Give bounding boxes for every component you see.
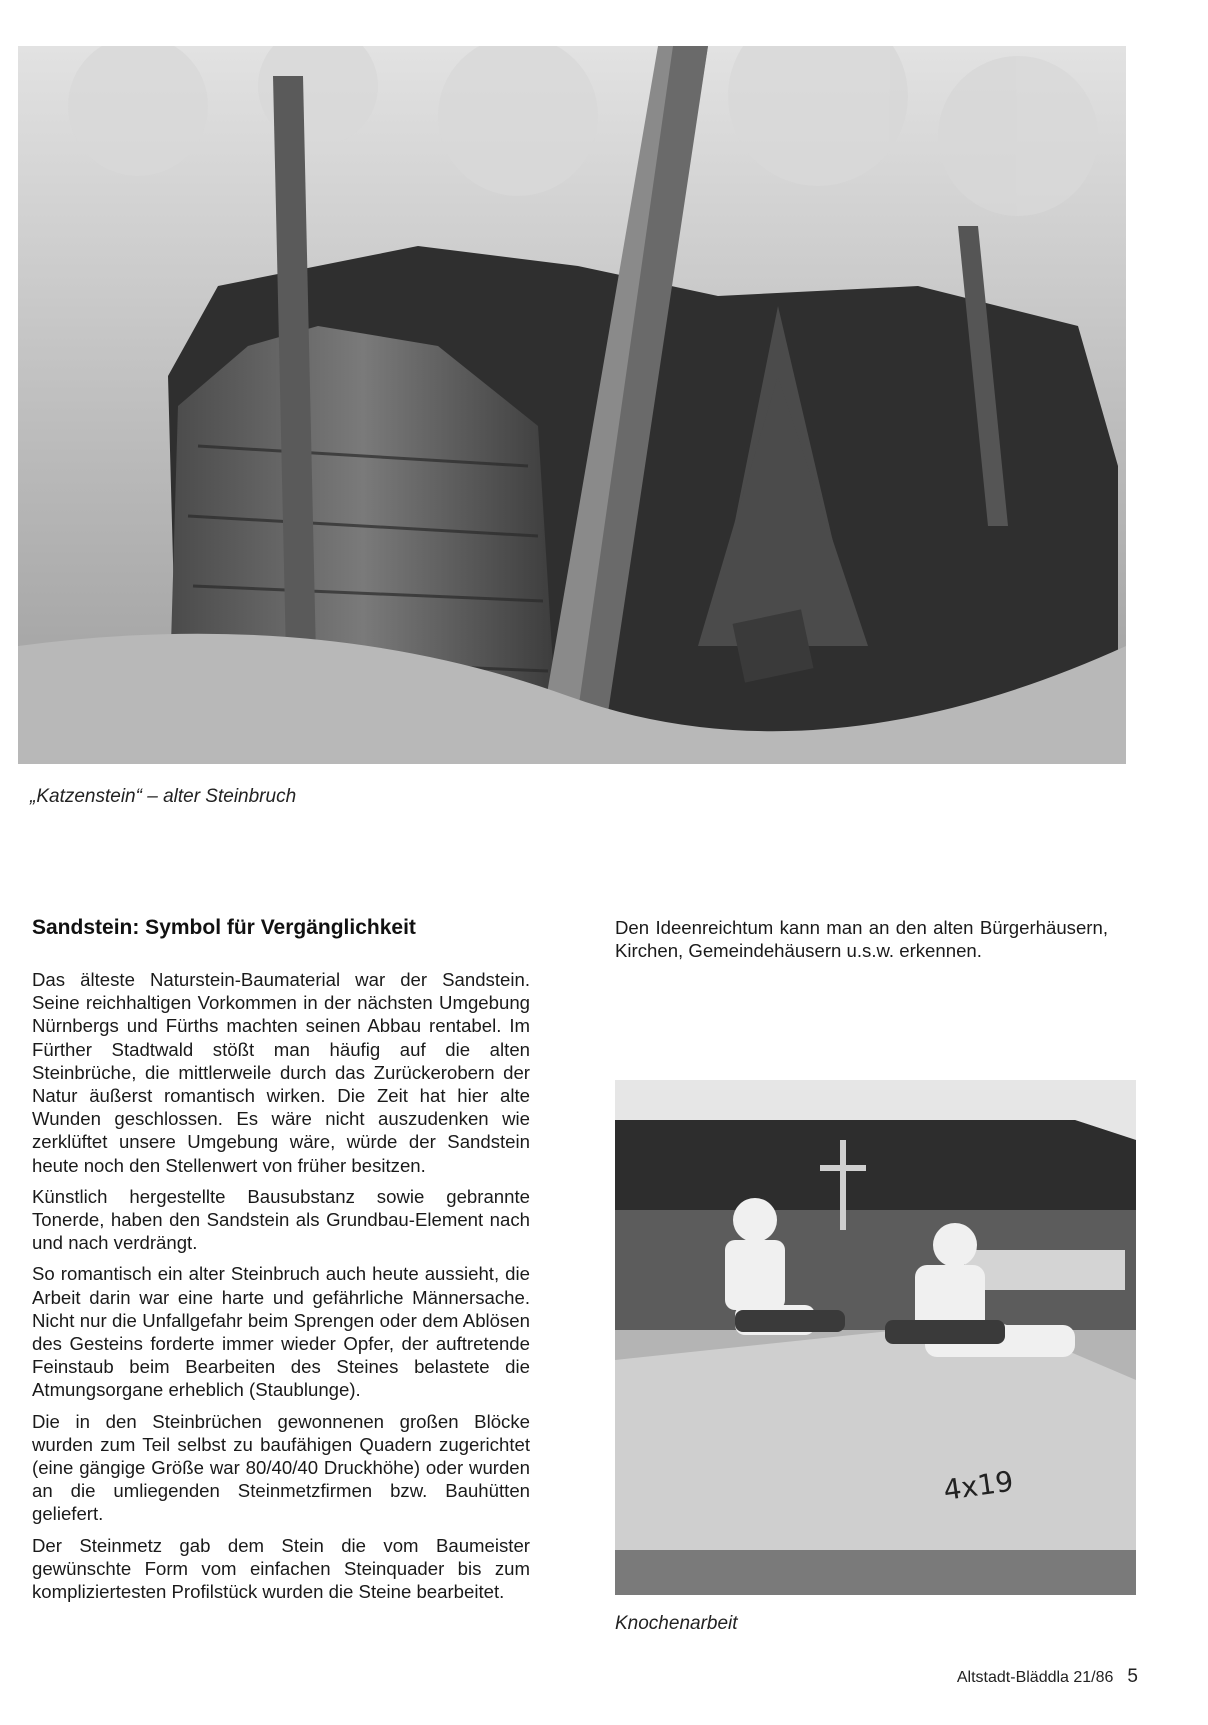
paragraph: Die in den Steinbrüchen gewonnenen großen Blöcke wurden zum Teil selbst zu baufähigen Quadern zugerichtet (eine gängige Größe war 80/40/40 Druckhöhe) oder wurden an die umliegenden Steinmetzfirmen bzw. Bauhütten geliefert.: [32, 1410, 530, 1525]
article-body-left: [32, 968, 530, 1611]
photo-caption-top: „Katzenstein“ – alter Steinbruch: [30, 786, 297, 807]
publication-name: Altstadt-Bläddla 21/86: [956, 1669, 1114, 1686]
paragraph: Künstlich hergestellte Bausubstanz sowie gebrannte Tonerde, haben den Sandstein als Grundbau-Element nach und nach verdrängt.: [32, 1185, 530, 1254]
page-number: 5: [1127, 1666, 1138, 1687]
paragraph: Der Steinmetz gab dem Stein die vom Baumeister gewünschte Form vom einfachen Steinquader bis zum kompliziertesten Profilstück wurden die Steine bearbeitet.: [32, 1534, 530, 1603]
article-title: Sandstein: Symbol für Vergänglichkeit: [32, 916, 416, 939]
photo-caption-bottom: Knochenarbeit: [615, 1613, 738, 1634]
stonemasons-photo: [615, 1080, 1136, 1595]
quarry-photo: [18, 46, 1126, 764]
paragraph: So romantisch ein alter Steinbruch auch heute aussieht, die Arbeit darin war eine harte und gefährliche Männersache. Nicht nur die Unfallgefahr beim Sprengen oder dem Ablösen des Gesteins forderte immer wieder Opfer, der auftretende Feinstaub beim Bearbeiten des Steines belastete die Atmungsorgane erheblich (Staublunge).: [32, 1263, 530, 1401]
paragraph: Den Ideenreichtum kann man an den alten Bürgerhäusern, Kirchen, Gemeindehäusern u.s.w. erkennen.: [615, 917, 1108, 962]
block-marking: 4x19: [941, 1464, 1016, 1507]
page-footer: [957, 1666, 1138, 1688]
article-body-right: [615, 916, 1108, 962]
paragraph: Das älteste Naturstein-Baumaterial war der Sandstein. Seine reichhaltigen Vorkommen in der nächsten Umgebung Nürnbergs und Fürths machten seinen Abbau rentabel. Im Fürther Stadtwald stößt man häufig auf die alten Steinbrüche, die mittlerweile durch das Zurückerobern der Natur äußerst romantisch wirken. Die Zeit hat hier alte Wunden geschlossen. Es wäre nicht auszudenken wie zerklüftet unsere Umgebung wäre, würde der Sandstein heute noch den Stellenwert von früher besitzen.: [32, 969, 530, 1176]
